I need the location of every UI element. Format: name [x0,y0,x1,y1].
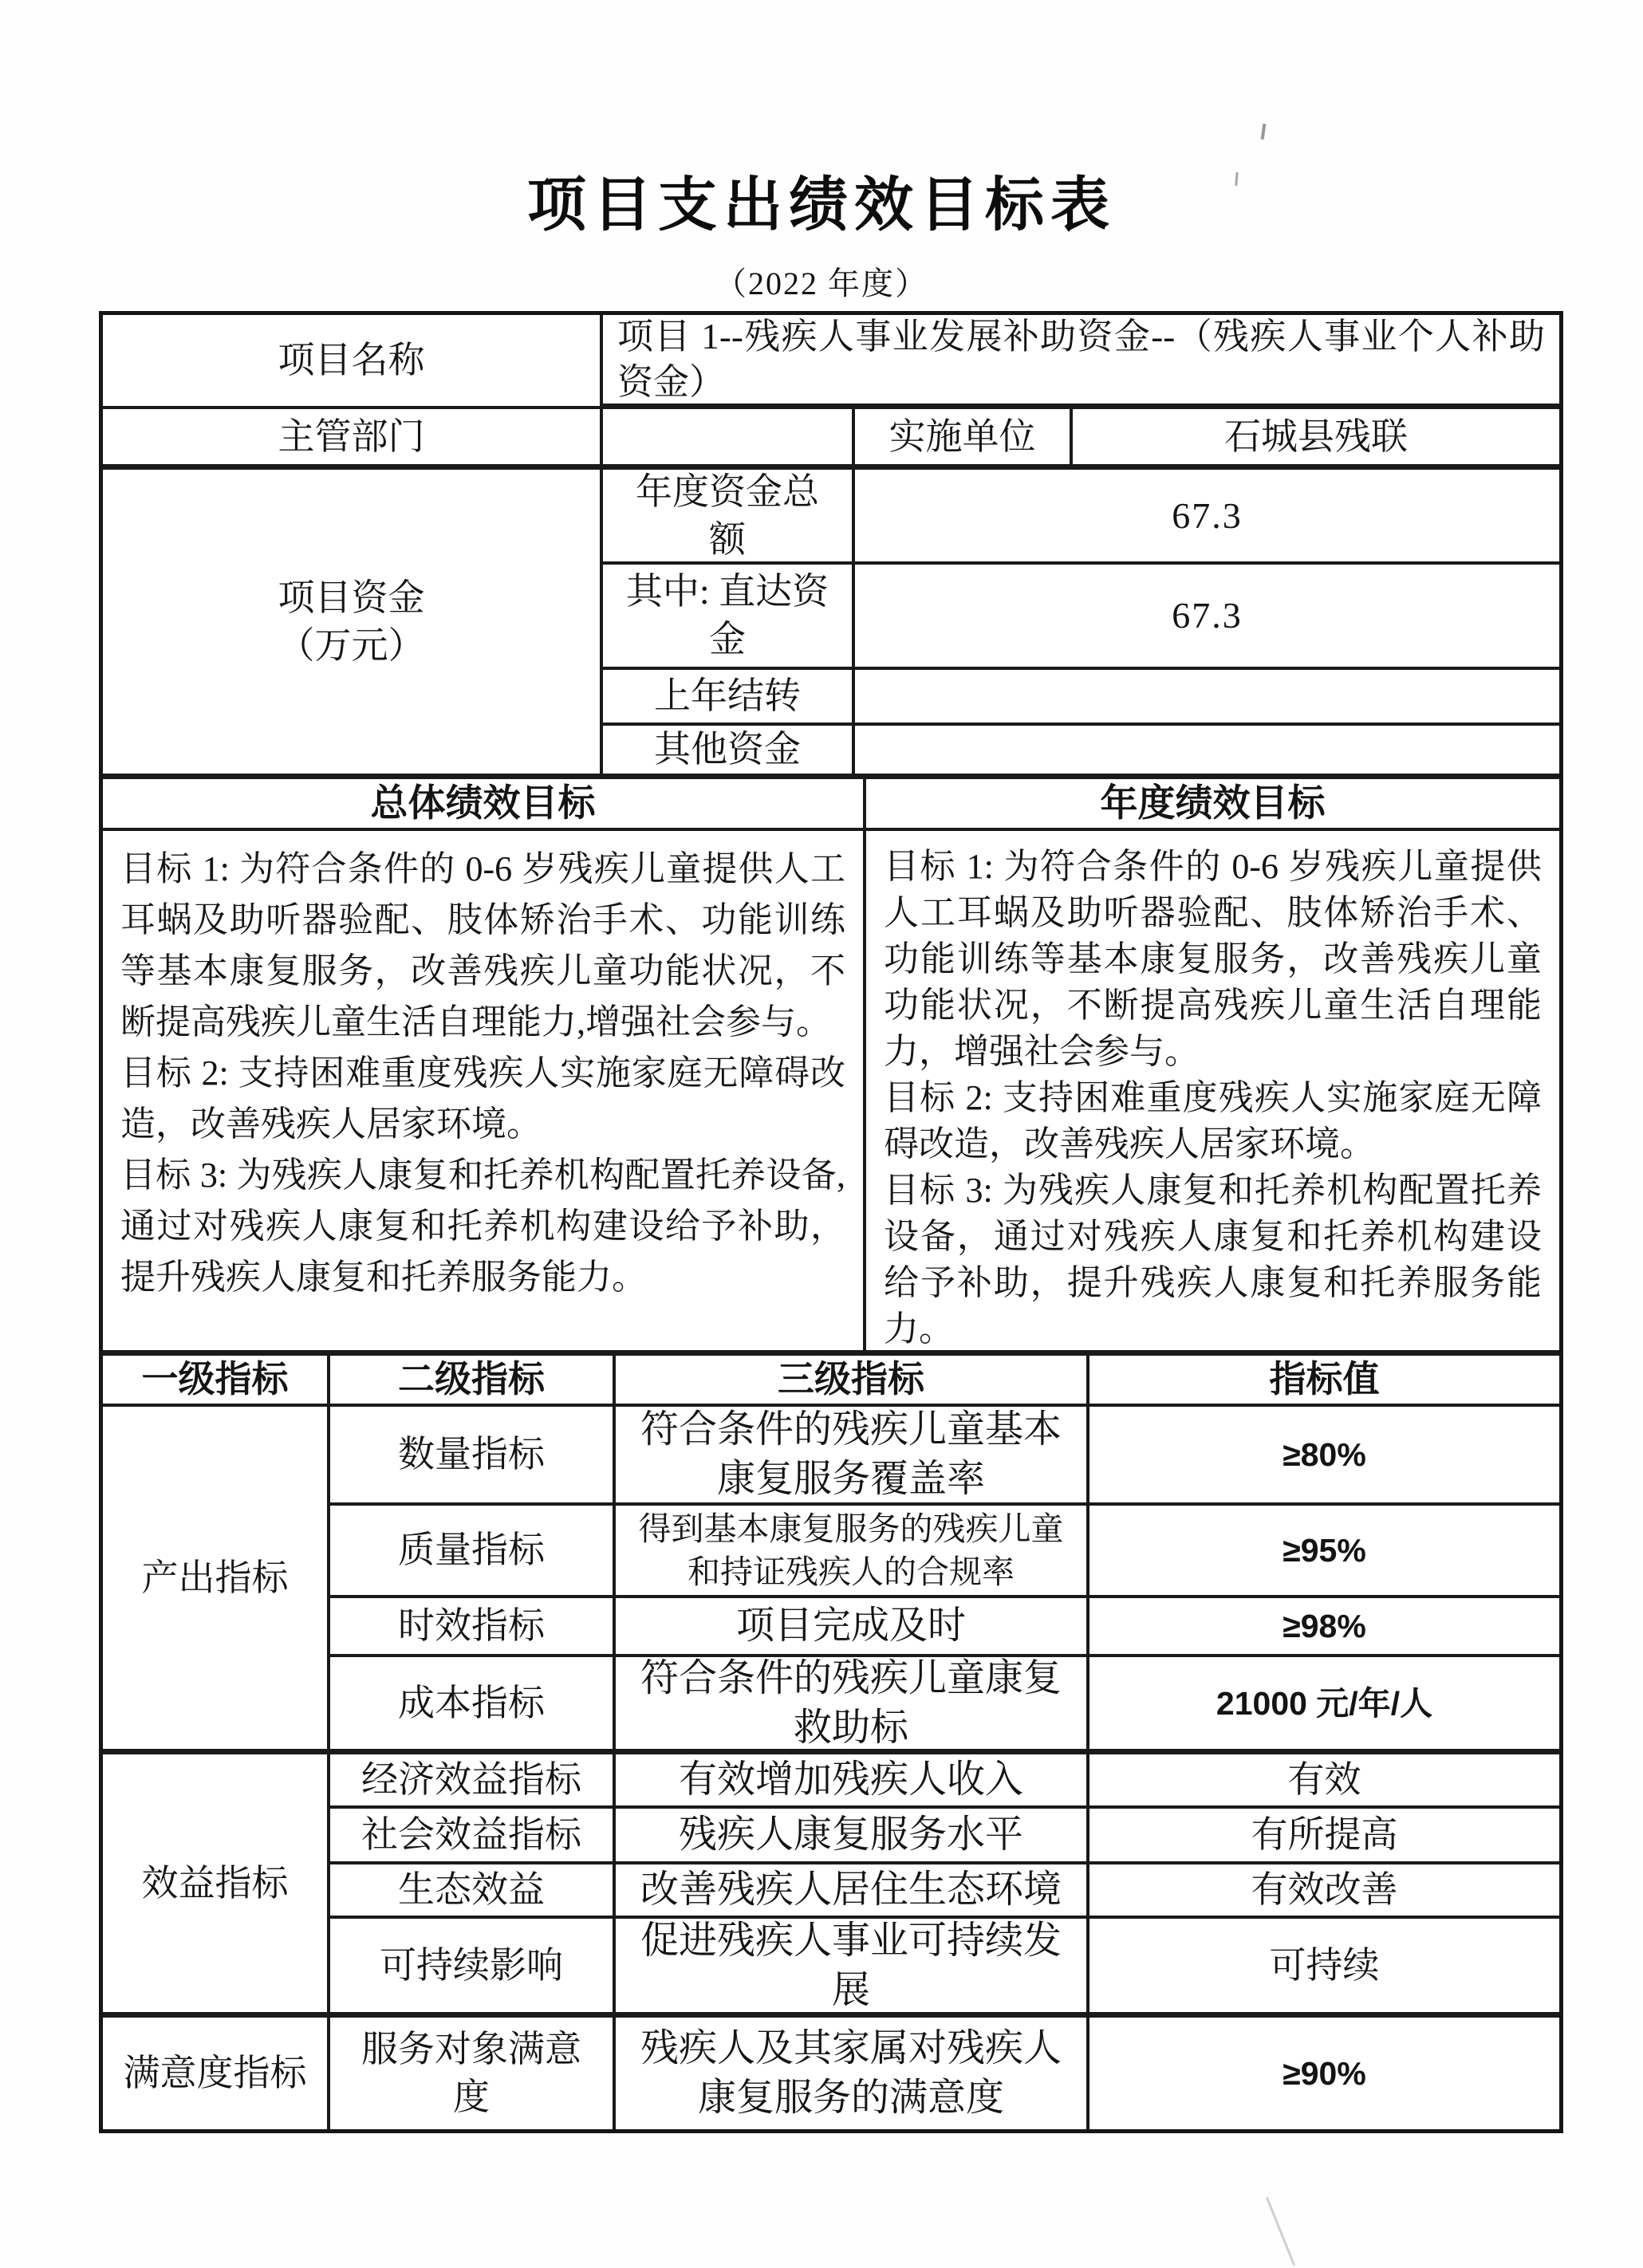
funds-row-carryover [603,670,1559,726]
header-level3: 三级指标 [616,1356,1089,1407]
scan-artifact [1266,2197,1295,2266]
indicator-row-social [330,1809,1559,1864]
timeliness-level2: 时效指标 [330,1598,616,1657]
annual-goal-1: 目标 1: 为符合条件的 0-6 岁残疾儿童提供人工耳蜗及助听器验配、肢体矫治手术、功能训练等基本康复服务，改善残疾儿童功能状况，不断提高残疾儿童生活自理能力，增强社会参与。 [884,847,1542,1071]
project-name-value [603,315,1559,409]
funds-direct-label: 其中: 直达资金 [603,565,855,670]
overall-goals-header: 总体绩效目标 [103,779,866,831]
funds-row-other [603,726,1559,779]
benefit-indicators-band [103,1754,1559,2018]
satisfaction-rows [330,2018,1559,2129]
page-title: 项目支出绩效目标表 [527,173,1116,238]
quantity-value: ≥80% [1089,1407,1559,1506]
satisfaction-value: ≥90% [1282,2055,1366,2092]
impl-unit-label: 实施单位 [855,409,1073,470]
funds-annual-label: 年度资金总额 [603,470,855,565]
header-level2: 二级指标 [330,1356,616,1407]
economic-level2: 经济效益指标 [330,1754,616,1809]
indicator-row-timeliness [330,1598,1559,1657]
quality-level2: 质量指标 [330,1506,616,1598]
scan-artifact [1261,124,1267,140]
group-label-satisfaction: 满意度指标 [103,2018,330,2129]
funds-carryover-value [855,670,1559,726]
economic-level3: 有效增加残疾人收入 [616,1754,1089,1809]
benefit-rows [330,1754,1559,2018]
funds-label-line2: （万元） [278,624,425,666]
sustainable-level3: 促进残疾人事业可持续发展 [616,1919,1089,2018]
cost-value: 21000 元/年/人 [1089,1657,1559,1754]
goals-header-row [103,779,1559,831]
timeliness-value: ≥98% [1089,1598,1559,1657]
page-subtitle: （2022 年度） [715,266,928,301]
header-level1: 一级指标 [103,1356,330,1407]
funds-other-value [855,726,1559,779]
cost-level2: 成本指标 [330,1657,616,1754]
funds-carryover-label: 上年结转 [603,670,855,726]
sustainable-value: 可持续 [1089,1919,1559,2018]
funds-subrows [603,470,1559,779]
overall-goal-3: 目标 3: 为残疾人康复和托养机构配置托养设备,通过对残疾人康复和托养机构建设给予补助，提升残疾人康复和托养服务能力。 [120,1156,845,1297]
funds-band [103,470,1559,779]
quantity-level3: 符合条件的残疾儿童基本康复服务覆盖率 [616,1407,1089,1506]
indicator-row-sustainable [330,1919,1559,2018]
indicator-row-quantity [330,1407,1559,1506]
header-value: 指标值 [1089,1356,1559,1407]
funds-row-annual [603,470,1559,565]
project-name-label: 项目名称 [103,315,603,409]
funds-label-line1: 项目资金 [278,577,425,618]
funds-annual-value: 67.3 [855,470,1559,565]
social-level2: 社会效益指标 [330,1809,616,1864]
cost-level3: 符合条件的残疾儿童康复救助标 [616,1657,1089,1754]
quantity-level2: 数量指标 [330,1407,616,1506]
sustainable-level2: 可持续影响 [330,1919,616,2018]
economic-value: 有效 [1089,1754,1559,1809]
ecological-value: 有效改善 [1089,1864,1559,1919]
ecological-level2: 生态效益 [330,1864,616,1919]
goals-body-row [103,831,1559,1356]
annual-goals-text [866,831,1559,1356]
overall-goals-text [103,831,866,1356]
funds-other-label: 其他资金 [603,726,855,779]
ecological-level3: 改善残疾人居住生态环境 [616,1864,1089,1919]
output-indicators-band [103,1407,1559,1754]
performance-target-table [99,311,1563,2133]
overall-goal-1: 目标 1: 为符合条件的 0-6 岁残疾儿童提供人工耳蜗及助听器验配、肢体矫治手术、功能训练等基本康复服务，改善残疾儿童功能状况，不断提高残疾儿童生活自理能力,增强社会参与。 [120,849,845,1041]
impl-unit-value: 石城县残联 [1073,409,1559,470]
overall-goal-2: 目标 2: 支持困难重度残疾人实施家庭无障碍改造，改善残疾人居家环境。 [120,1053,845,1144]
department-row [103,409,1559,470]
indicator-row-cost [330,1657,1559,1754]
annual-goal-3: 目标 3: 为残疾人康复和托养机构配置托养设备，通过对残疾人康复和托养机构建设给予补助，提升残疾人康复和托养服务能力。 [884,1171,1542,1349]
satisfaction-level2: 服务对象满意度 [330,2018,616,2129]
project-name-row [103,315,1559,409]
indicator-row-ecological [330,1864,1559,1919]
group-label-output: 产出指标 [103,1407,330,1754]
dept-value [603,409,855,470]
annual-goal-2: 目标 2: 支持困难重度残疾人实施家庭无障碍改造，改善残疾人居家环境。 [884,1078,1542,1164]
satisfaction-indicators-band [103,2018,1559,2129]
timeliness-level3: 项目完成及时 [616,1598,1089,1657]
social-level3: 残疾人康复服务水平 [616,1809,1089,1864]
group-label-benefit: 效益指标 [103,1754,330,2018]
indicator-row-economic [330,1754,1559,1809]
social-value: 有所提高 [1089,1809,1559,1864]
funds-direct-value: 67.3 [855,565,1559,670]
quality-level3: 得到基本康复服务的残疾儿童和持证残疾人的合规率 [616,1506,1089,1598]
funds-row-direct [603,565,1559,670]
project-name-text: 项目 1--残疾人事业发展补助资金--（残疾人事业个人补助资金） [617,316,1545,402]
dept-label: 主管部门 [103,409,603,470]
indicator-row-quality [330,1506,1559,1598]
satisfaction-level3: 残疾人及其家属对残疾人康复服务的满意度 [616,2018,1089,2129]
output-rows [330,1407,1559,1754]
annual-goals-header: 年度绩效目标 [866,779,1559,831]
funds-label [103,470,603,779]
indicator-header-row [103,1356,1559,1407]
quality-value: ≥95% [1089,1506,1559,1598]
